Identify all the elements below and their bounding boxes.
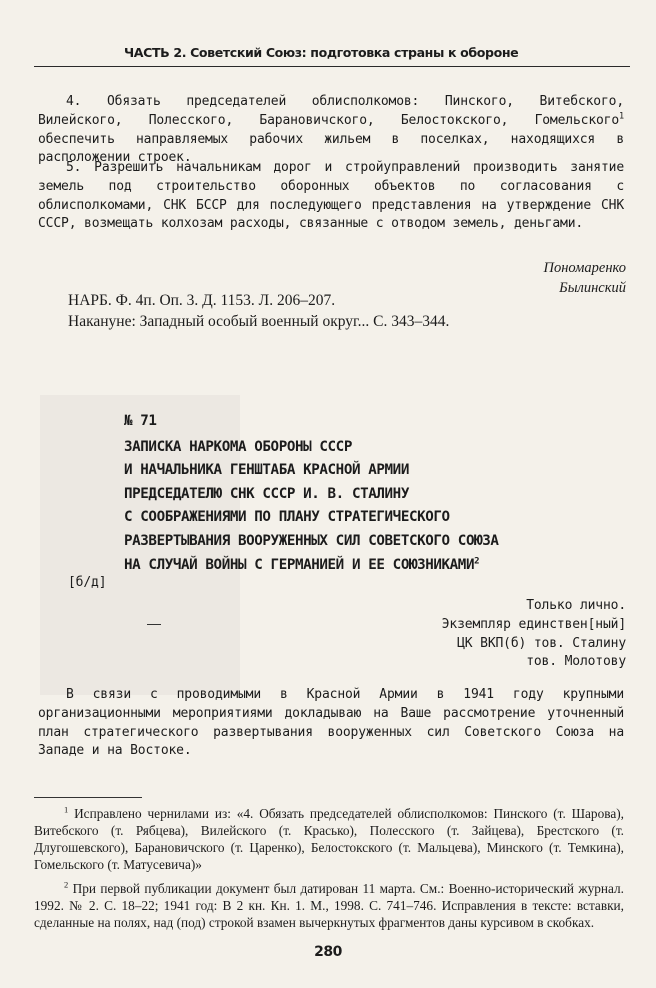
title-line: ЗАПИСКА НАРКОМА ОБОРОНЫ СССР bbox=[124, 438, 352, 455]
footnote-ref-2[interactable]: 2 bbox=[474, 555, 480, 566]
title-line-last: НА СЛУЧАЙ ВОЙНЫ С ГЕРМАНИЕЙ И ЕЕ СОЮЗНИКАМИ$^2$ bbox=[124, 555, 480, 573]
footnote-ref-1[interactable]: 1 bbox=[619, 111, 624, 122]
item-5-paragraph: 5. Разрешить начальникам дорог и стройуправлений производить занятие земель под строительство оборонных объектов по согласования с облисполкомами, СНК БССР для последующего представления на утверждение СНК СССР, возмещать колхозам расходы, связанные с отводом земель, деньгами. bbox=[38, 160, 624, 232]
publication-source: Накануне: Западный особый военный округ... С. 343–344. bbox=[68, 313, 450, 330]
footnote-mark: 2 bbox=[64, 879, 69, 890]
address-block bbox=[442, 597, 626, 672]
address-line: Только лично. bbox=[526, 598, 626, 613]
document-number: № 71 bbox=[124, 413, 157, 429]
footnote-2: $^2$ При первой публикации документ был датирован 11 марта. См.: Военно-исторический журнал. 1992. № 2. С. 18–22; 1941 год: В 2 кн. Кн. 1. М., 1998. С. 741–746. Исправления в тексте: вставки, сделанные на полях, над (под) строкой взамен вычеркнутых фрагментов даны курсивом в скобках. bbox=[34, 879, 624, 930]
footnote-rule bbox=[34, 797, 142, 798]
title-line: С СООБРАЖЕНИЯМИ ПО ПЛАНУ СТРАТЕГИЧЕСКОГО bbox=[124, 509, 450, 526]
page-number: 280 bbox=[314, 944, 342, 960]
title-line: РАЗВЕРТЫВАНИЯ ВООРУЖЕННЫХ СИЛ СОВЕТСКОГО СОЮЗА bbox=[124, 532, 499, 549]
footnote-mark: 1 bbox=[64, 804, 69, 815]
signature-bylinsky: Былинский bbox=[559, 280, 626, 296]
header-rule bbox=[34, 66, 630, 67]
signature-ponomarenko: Пономаренко bbox=[543, 260, 626, 276]
archive-source: НАРБ. Ф. 4п. Оп. 3. Д. 1153. Л. 206–207. bbox=[68, 292, 336, 309]
address-line: ЦК ВКП(б) тов. Сталину bbox=[457, 635, 626, 651]
address-line: тов. Молотову bbox=[526, 654, 626, 670]
title-line: ПРЕДСЕДАТЕЛЮ СНК СССР И. В. СТАЛИНУ bbox=[124, 485, 409, 502]
address-line: Экземпляр единствен[ный] bbox=[441, 616, 626, 632]
document-heading bbox=[124, 410, 624, 577]
document-body: В связи с проводимыми в Красной Армии в 1941 году крупными организационными мероприятиями докладываю на Ваше рассмотрение уточненный план стратегического развертывания вооруженных сил Советского Союза на Западе и на Востоке. bbox=[38, 687, 624, 759]
signatures bbox=[544, 258, 626, 298]
footnote-1: $^1$ Исправлено чернилами из: «4. Обязать председателей облисполкомов: Пинского (т. Шарова), Витебского (т. Рябцева), Вилейского (т. Красько), Полесского (т. Зайцева), Брестского (т. Длугошевского), Барановичского (т. Царенко), Белостокского (т. Мальцева), Минского (т. Темкина), Гомельского (т. Матусевича)» bbox=[34, 804, 624, 872]
item-4-paragraph: 4. Обязать председателей облисполкомов: Пинского, Витебского, Вилейского, Полесского, Барановичского, Белостокского, Гомельского$^1$ обеспечить направляемых рабочих жильем в поселках, находящихся в расположении строек. bbox=[38, 94, 624, 166]
running-head: ЧАСТЬ 2. Советский Союз: подготовка страны к обороне bbox=[124, 45, 519, 60]
title-line: И НАЧАЛЬНИКА ГЕНШТАБА КРАСНОЙ АРМИИ bbox=[124, 462, 409, 479]
document-date: [б/д] bbox=[68, 575, 107, 590]
address-dash bbox=[147, 624, 161, 625]
